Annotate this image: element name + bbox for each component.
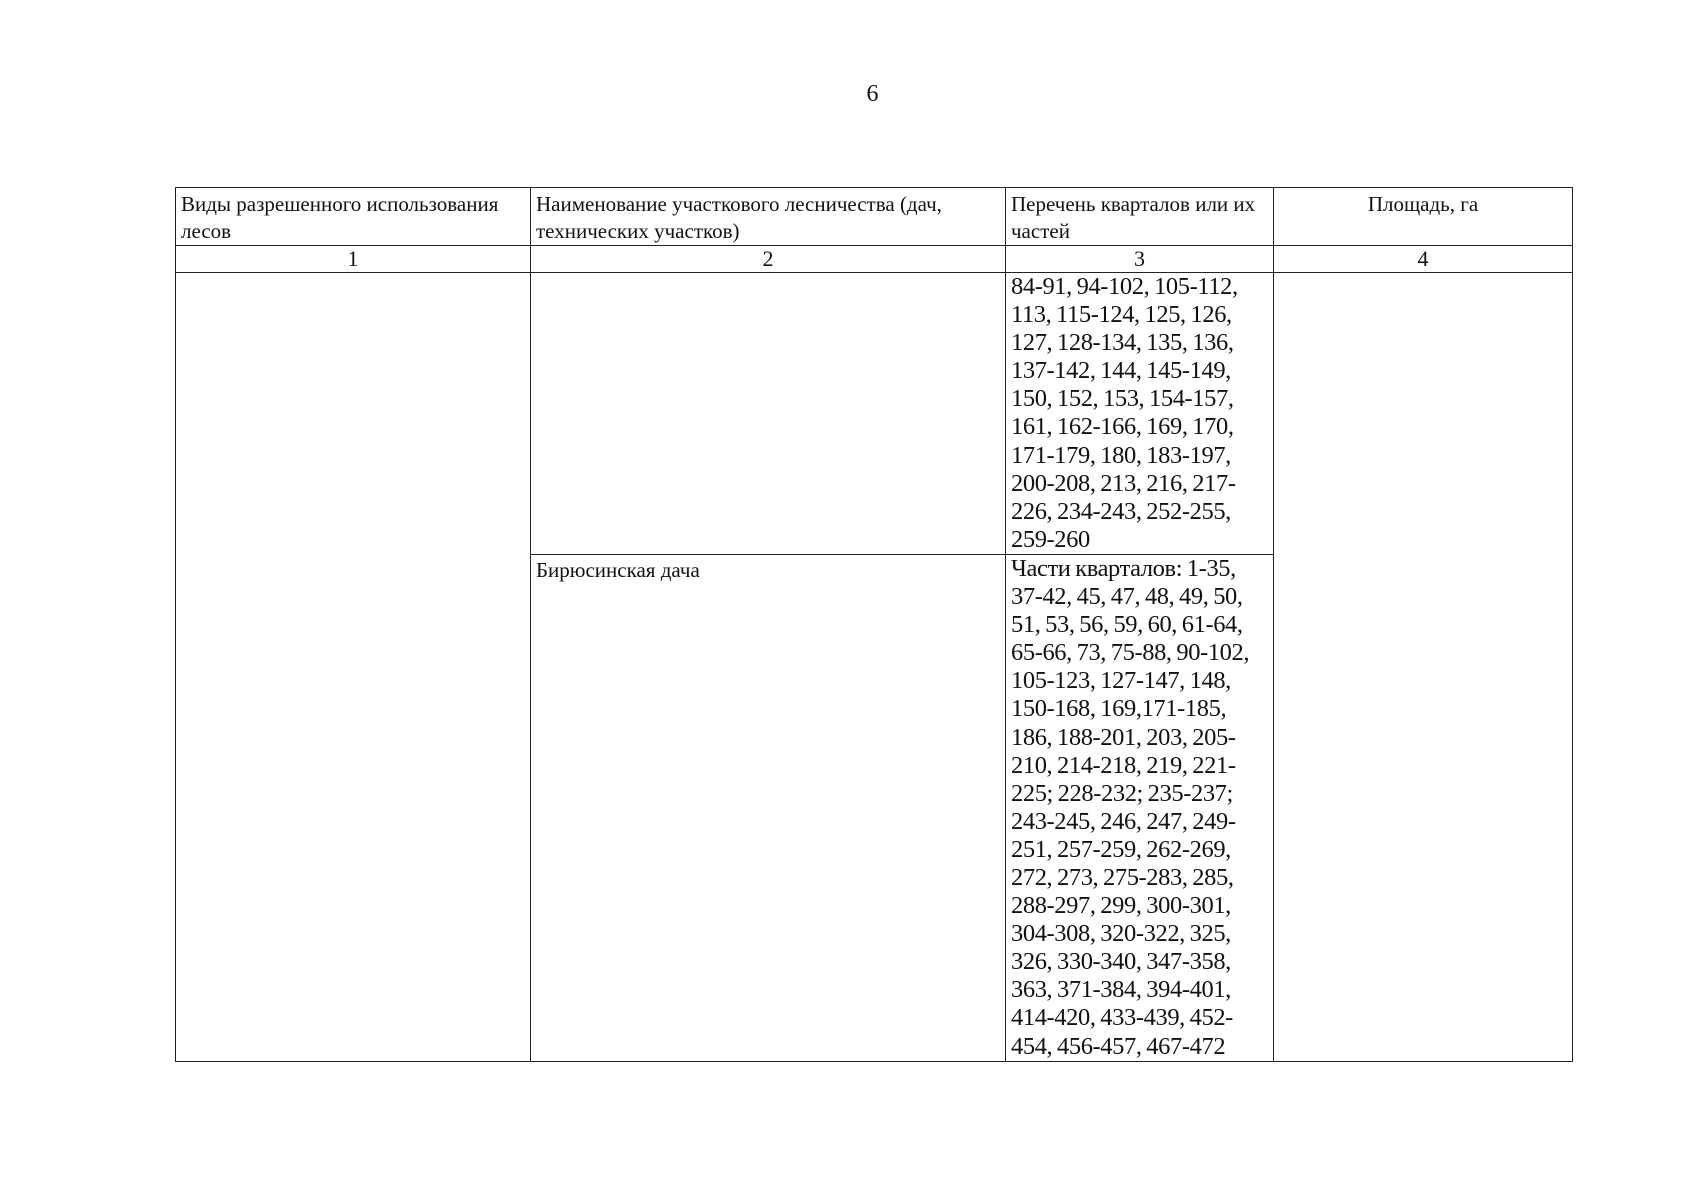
column-number: 4: [1274, 246, 1573, 273]
quarters-line: 65-66, 73, 75-88, 90-102,: [1011, 639, 1250, 667]
quarters-line: 251, 257-259, 262-269,: [1011, 835, 1231, 863]
quarters-line: 272, 273, 275-283, 285,: [1011, 863, 1234, 891]
quarters-line: 200-208, 213, 216, 217-: [1011, 469, 1236, 497]
use-type-cell: [176, 273, 531, 1062]
quarters-line: 259-260: [1011, 525, 1090, 553]
quarters-line: 226, 234-243, 252-255,: [1011, 497, 1231, 525]
quarters-line: 150-168, 169,171-185,: [1011, 695, 1227, 723]
quarters-line: 127, 128-134, 135, 136,: [1011, 329, 1234, 357]
quarters-line: 113, 115-124, 125, 126,: [1011, 301, 1232, 329]
quarters-line: 414-420, 433-439, 452-: [1011, 1004, 1233, 1032]
quarters-line: 243-245, 246, 247, 249-: [1011, 807, 1236, 835]
quarters-line: 326, 330-340, 347-358,: [1011, 948, 1231, 976]
header-use-type: Виды разрешенного использования лесов: [176, 188, 531, 246]
quarters-line: 84-91, 94-102, 105-112,: [1011, 273, 1238, 300]
table-header-row: [176, 188, 1573, 246]
quarters-cell: [1006, 554, 1274, 1061]
quarters-line: 105-123, 127-147, 148,: [1011, 667, 1231, 695]
column-number: 1: [176, 246, 531, 273]
header-dacha-name: Наименование участкового лесничества (дач, технических участков): [531, 188, 1006, 246]
quarters-line: 137-142, 144, 145-149,: [1011, 357, 1231, 385]
quarters-line: 37-42, 45, 47, 48, 49, 50,: [1011, 583, 1243, 611]
quarters-line: 288-297, 299, 300-301,: [1011, 892, 1231, 920]
quarters-line: 161, 162-166, 169, 170,: [1011, 413, 1234, 441]
quarters-line: 304-308, 320-322, 325,: [1011, 920, 1231, 948]
quarters-line: Части кварталов: 1-35,: [1011, 554, 1236, 582]
quarters-line: 186, 188-201, 203, 205-: [1011, 723, 1236, 751]
column-number: 3: [1006, 246, 1274, 273]
quarters-line: 363, 371-384, 394-401,: [1011, 976, 1231, 1004]
column-number: 2: [531, 246, 1006, 273]
quarters-line: 150, 152, 153, 154-157,: [1011, 385, 1234, 413]
table-row: [176, 273, 1573, 555]
dacha-name-cell: [531, 273, 1006, 555]
header-quarters: Перечень кварталов или их частей: [1006, 188, 1274, 246]
quarters-line: 225; 228-232; 235-237;: [1011, 779, 1233, 807]
quarters-line: 171-179, 180, 183-197,: [1011, 441, 1231, 469]
quarters-line: 454, 456-457, 467-472: [1011, 1032, 1226, 1060]
area-cell: [1274, 273, 1573, 1062]
quarters-line: 51, 53, 56, 59, 60, 61-64,: [1011, 611, 1243, 639]
forest-use-table: [175, 187, 1573, 1062]
page-number: 6: [866, 81, 879, 107]
column-number-row: [176, 246, 1573, 273]
dacha-name-cell: Бирюсинская дача: [531, 554, 1006, 1061]
header-area: Площадь, га: [1274, 188, 1573, 246]
quarters-line: 210, 214-218, 219, 221-: [1011, 751, 1236, 779]
quarters-cell: [1006, 273, 1274, 555]
